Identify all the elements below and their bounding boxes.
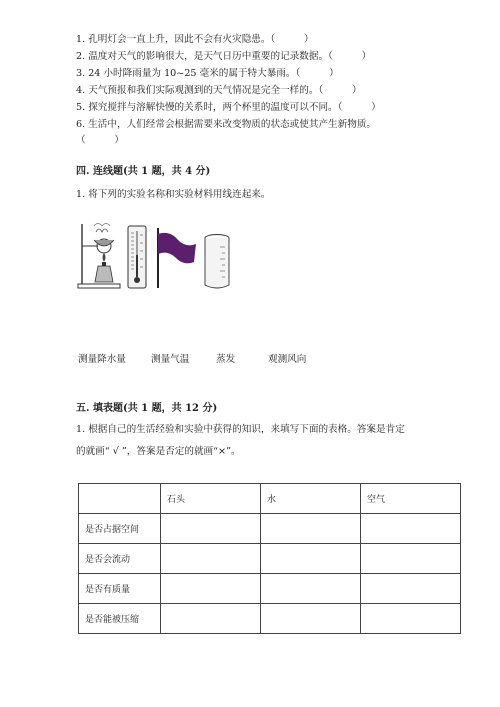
answer-cell[interactable] [261,544,361,574]
judgement-item-5: 5. 探究搅拌与溶解快慢的关系时，两个杯里的温度可以不同。（ ） [76,102,381,113]
answer-cell[interactable] [161,544,261,574]
match-label-rainfall: 测量降水量 [78,354,126,365]
rain-gauge-image [203,233,231,291]
table-row [79,604,461,634]
answer-cell[interactable] [261,604,361,634]
section4-question: 1. 将下列的实验名称和实验材料用线连起来。 [76,189,271,200]
answer-cell[interactable] [161,514,261,544]
table-row [79,544,461,574]
row-label: 是否有质量 [79,574,161,604]
table-header-stone: 石头 [161,484,261,514]
section5-question-line2: 的就画“ √ ”，答案是否定的就画“×”。 [76,446,241,457]
table-header-air: 空气 [361,484,461,514]
answer-cell[interactable] [361,574,461,604]
section5-question-line1: 1. 根据自己的生活经验和实验中获得的知识，来填写下面的表格。答案是肯定 [76,424,405,435]
answer-cell[interactable] [361,514,461,544]
judgement-item-3: 3. 24 小时降雨量为 10~25 毫米的属于特大暴雨。（ ） [76,68,339,79]
evaporation-setup-image [76,220,122,290]
judgement-item-1: 1. 孔明灯会一直上升，因此不会有火灾隐患。（ ） [76,34,314,45]
match-label-evaporation: 蒸发 [216,354,236,365]
judgement-item-2: 2. 温度对天气的影响很大，是天气日历中重要的记录数据。（ ） [76,51,372,62]
row-label: 是否占据空间 [79,514,161,544]
answer-cell[interactable] [161,604,261,634]
row-label: 是否能被压缩 [79,604,161,634]
section5-heading: 五. 填表题(共 1 题，共 12 分) [76,403,218,414]
section4-heading: 四. 连线题(共 1 题，共 4 分) [76,166,211,177]
table-header-row [79,484,461,514]
table-header-water: 水 [261,484,361,514]
answer-cell[interactable] [361,604,461,634]
thermometer-image [126,225,148,289]
property-table [78,483,461,634]
table-row [79,514,461,544]
table-header-cell [79,484,161,514]
judgement-item-6: 6. 生活中，人们经常会根据需要来改变物质的状态或使其产生新物质。 [76,119,377,130]
judgement-item-4: 4. 天气预报和我们实际观测到的天气情况是完全一样的。（ ） [76,85,362,96]
match-label-wind-direction: 观测风向 [268,354,307,365]
answer-cell[interactable] [261,574,361,604]
answer-cell[interactable] [361,544,461,574]
wind-flag-image [152,226,198,288]
answer-cell[interactable] [261,514,361,544]
judgement-item-6-blank: （ ） [76,135,124,146]
answer-cell[interactable] [161,574,261,604]
table-row [79,574,461,604]
match-label-temperature: 测量气温 [151,354,190,365]
row-label: 是否会流动 [79,544,161,574]
